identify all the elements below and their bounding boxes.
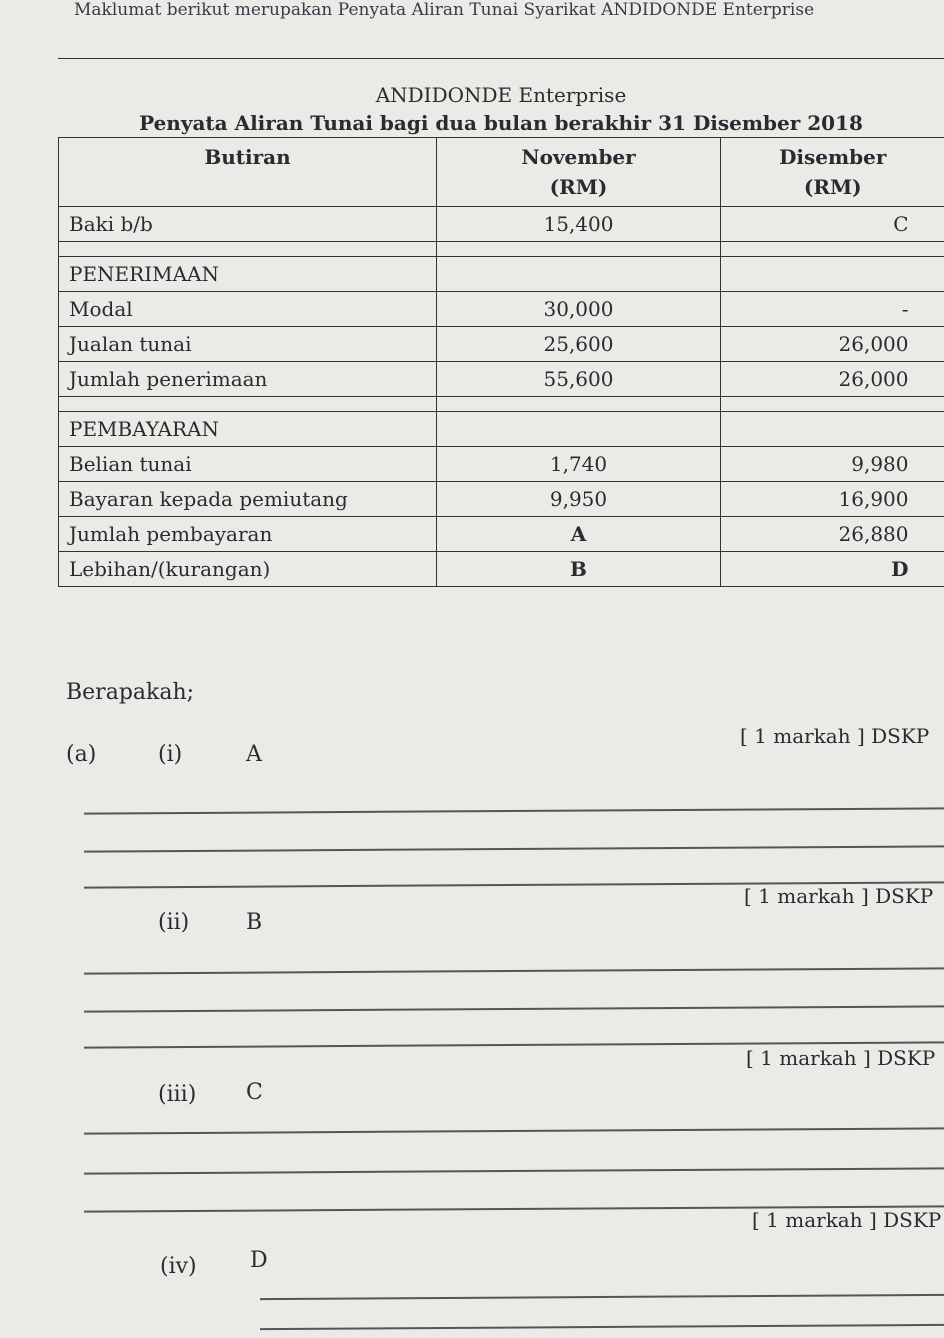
question-prompt: Berapakah; (66, 680, 195, 705)
item-number-iii: (iii) (158, 1082, 197, 1107)
cash-purchases-dec: 9,980 (721, 447, 944, 482)
item-letter-b: B (246, 910, 263, 935)
capital-label: Modal (59, 292, 437, 327)
cash-sales-dec: 26,000 (721, 327, 944, 362)
total-payments-dec: 26,880 (721, 517, 944, 552)
pay-creditors-label: Bayaran kepada pemiutang (59, 482, 437, 517)
payments-heading: PEMBAYARAN (59, 412, 437, 447)
total-payments-label: Jumlah pembayaran (59, 517, 437, 552)
surplus-nov: B (437, 552, 721, 587)
mark-label-ii: [ 1 markah ] DSKP (744, 884, 934, 908)
item-letter-c: C (246, 1080, 263, 1105)
total-receipts-nov: 55,600 (437, 362, 721, 397)
answer-line[interactable] (260, 1324, 944, 1330)
item-number-ii: (ii) (158, 910, 190, 935)
opening-nov: 15,400 (437, 207, 721, 242)
item-number-iv: (iv) (160, 1254, 197, 1279)
company-name: ANDIDONDE Enterprise (375, 83, 627, 107)
mark-label-iii: [ 1 markah ] DSKP (746, 1046, 936, 1070)
answer-line[interactable] (84, 807, 944, 814)
table-row (59, 552, 944, 587)
pay-creditors-nov: 9,950 (437, 482, 721, 517)
cash-sales-label: Jualan tunai (59, 327, 437, 362)
opening-label: Baki b/b (59, 207, 437, 242)
pay-creditors-dec: 16,900 (721, 482, 944, 517)
statement-title: Penyata Aliran Tunai bagi dua bulan berakhir 31 Disember 2018 (139, 111, 863, 135)
header-november: November (RM) (437, 138, 721, 207)
table-row (59, 397, 944, 412)
surplus-label: Lebihan/(kurangan) (59, 552, 437, 587)
table-row (59, 242, 944, 257)
answer-line[interactable] (84, 1005, 944, 1012)
item-letter-d: D (250, 1248, 268, 1273)
table-row (59, 362, 944, 397)
capital-dec: - (721, 292, 944, 327)
surplus-dec: D (721, 552, 944, 587)
mark-label-i: [ 1 markah ] DSKP (740, 724, 930, 748)
receipts-heading: PENERIMAAN (59, 257, 437, 292)
total-receipts-label: Jumlah penerimaan (59, 362, 437, 397)
intro-text: Maklumat berikut merupakan Penyata Aliran Tunai Syarikat ANDIDONDE Enterprise (74, 0, 815, 20)
header-butiran: Butiran (59, 138, 437, 207)
table-row (59, 292, 944, 327)
capital-nov: 30,000 (437, 292, 721, 327)
item-letter-a: A (246, 742, 262, 767)
answer-line[interactable] (84, 1167, 944, 1174)
table-row (59, 447, 944, 482)
table-row (59, 482, 944, 517)
cash-purchases-nov: 1,740 (437, 447, 721, 482)
answer-line[interactable] (84, 1127, 944, 1134)
answer-line[interactable] (260, 1294, 944, 1300)
item-number-i: (i) (158, 742, 183, 767)
cash-flow-statement (58, 58, 944, 587)
cash-sales-nov: 25,600 (437, 327, 721, 362)
table-row (59, 207, 944, 242)
total-receipts-dec: 26,000 (721, 362, 944, 397)
part-label: (a) (66, 742, 97, 767)
cash-purchases-label: Belian tunai (59, 447, 437, 482)
cash-flow-table (58, 137, 944, 587)
table-row (59, 257, 944, 292)
answer-line[interactable] (84, 845, 944, 852)
table-header-row (59, 138, 944, 207)
total-payments-nov: A (437, 517, 721, 552)
table-row (59, 327, 944, 362)
table-row (59, 412, 944, 447)
mark-label-iv: [ 1 markah ] DSKP (752, 1208, 942, 1232)
header-disember: Disember (RM) (721, 138, 944, 207)
answer-line[interactable] (84, 967, 944, 974)
opening-dec: C (721, 207, 944, 242)
table-row (59, 517, 944, 552)
